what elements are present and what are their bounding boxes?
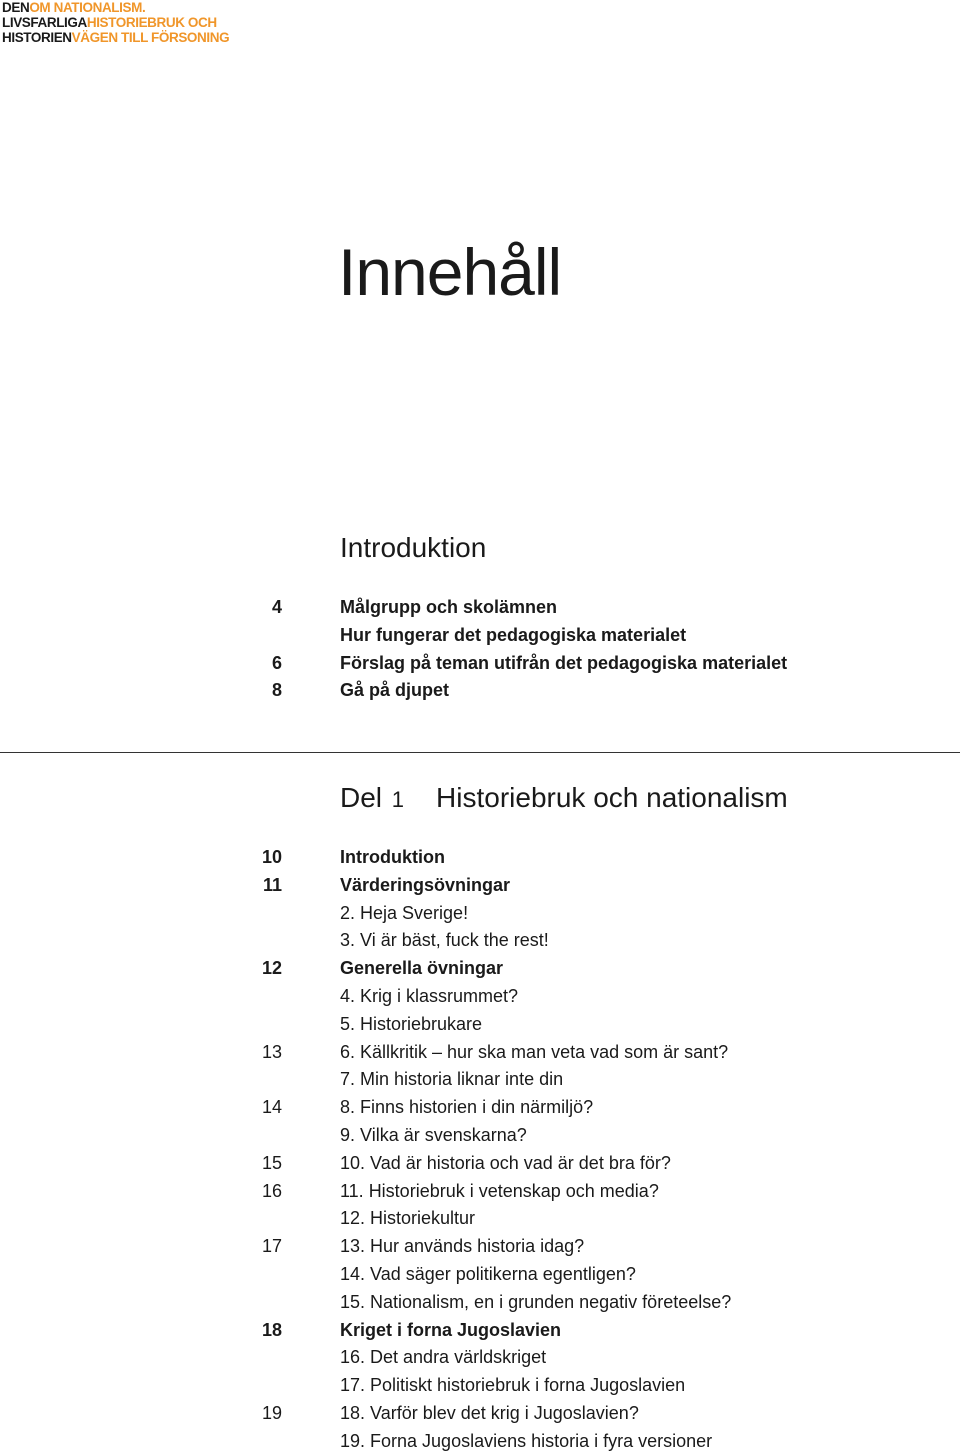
brand-line-2: LIVSFARLIGAHISTORIEBRUK OCH [2, 15, 217, 30]
toc-entry-title: Förslag på teman utifrån det pedagogiska materialet [340, 652, 788, 673]
part1-toc-list [0, 844, 960, 1456]
toc-entry-title: 2. Heja Sverige! [340, 902, 469, 923]
toc-entry[interactable] [0, 1094, 960, 1122]
toc-entry-title: 14. Vad säger politikerna egentligen? [340, 1263, 636, 1284]
toc-entry[interactable] [0, 1344, 960, 1372]
brand-line-1: DENOM NATIONALISM. [2, 0, 146, 15]
toc-page-number: 4 [271, 597, 282, 617]
toc-page-number: 13 [261, 1041, 282, 1062]
toc-page-number: 10 [261, 847, 282, 867]
toc-entry-title: Målgrupp och skolämnen [340, 597, 558, 617]
toc-entry-title: 12. Historiekultur [340, 1208, 476, 1229]
toc-entry[interactable] [0, 955, 960, 983]
toc-page-number: 8 [271, 680, 282, 701]
toc-entry[interactable] [0, 872, 960, 900]
section-divider [0, 752, 960, 753]
toc-entry[interactable] [0, 650, 960, 678]
toc-entry-title: 3. Vi är bäst, fuck the rest! [340, 930, 549, 951]
part-title: Historiebruk och nationalism [436, 782, 788, 813]
toc-entry-title: 7. Min historia liknar inte din [340, 1069, 564, 1090]
toc-entry[interactable] [0, 1039, 960, 1067]
toc-entry-title: 15. Nationalism, en i grunden negativ företeelse? [340, 1291, 732, 1312]
toc-entry-title: Generella övningar [340, 958, 504, 979]
toc-entry[interactable] [0, 1150, 960, 1178]
page-title: Innehåll [338, 235, 562, 309]
toc-entry[interactable] [0, 1372, 960, 1400]
toc-entry-title: 8. Finns historien i din närmiljö? [340, 1097, 594, 1118]
part-heading [340, 781, 788, 817]
toc-entry[interactable] [0, 594, 960, 622]
toc-entry[interactable] [0, 900, 960, 928]
toc-page-number: 12 [261, 958, 282, 979]
brand-line-3: HISTORIENVÄGEN TILL FÖRSONING [2, 30, 230, 45]
toc-entry[interactable] [0, 1261, 960, 1289]
toc-entry-title: 16. Det andra världskriget [340, 1347, 547, 1368]
toc-entry-title: Värderingsövningar [340, 874, 511, 895]
toc-entry[interactable] [0, 1233, 960, 1261]
toc-entry-title: 6. Källkritik – hur ska man veta vad som är sant? [340, 1041, 729, 1062]
toc-page-number: 6 [271, 652, 282, 673]
toc-page-number: 18 [261, 1319, 282, 1340]
toc-entry-title: 5. Historiebrukare [340, 1013, 483, 1034]
brand-logo [2, 0, 229, 45]
toc-entry[interactable] [0, 1122, 960, 1150]
toc-entry[interactable] [0, 677, 960, 705]
toc-entry-title: Introduktion [340, 847, 445, 867]
toc-page-number: 14 [261, 1097, 282, 1118]
toc-entry-title: Kriget i forna Jugoslavien [340, 1319, 562, 1340]
toc-page-number: 16 [261, 1180, 282, 1201]
toc-page-number: 11 [262, 874, 282, 895]
toc-entry-title: 9. Vilka är svenskarna? [340, 1124, 527, 1145]
toc-entry[interactable] [0, 1205, 960, 1233]
toc-entry-title: 11. Historiebruk i vetenskap och media? [340, 1180, 659, 1201]
toc-entry[interactable] [0, 1011, 960, 1039]
toc-entry[interactable] [0, 1400, 960, 1428]
toc-entry-title: 18. Varför blev det krig i Jugoslavien? [340, 1402, 639, 1423]
toc-entry[interactable] [0, 927, 960, 955]
toc-entry-title: 13. Hur används historia idag? [340, 1236, 585, 1257]
part-label: Del 1 [340, 782, 405, 813]
toc-entry[interactable] [0, 1428, 960, 1456]
toc-entry[interactable] [0, 1289, 960, 1317]
toc-entry-title: 19. Forna Jugoslaviens historia i fyra versioner [340, 1430, 713, 1451]
toc-page-number: 15 [261, 1152, 282, 1173]
toc-entry[interactable] [0, 622, 960, 650]
toc-entry[interactable] [0, 983, 960, 1011]
toc-entry-title: Hur fungerar det pedagogiska materialet [340, 624, 687, 645]
intro-heading: Introduktion [340, 532, 487, 563]
toc-entry-title: 4. Krig i klassrummet? [340, 985, 519, 1006]
toc-entry-title: 10. Vad är historia och vad är det bra för? [340, 1152, 671, 1173]
toc-page-number: 19 [261, 1402, 282, 1423]
toc-page-number: 17 [261, 1236, 282, 1257]
toc-entry[interactable] [0, 1317, 960, 1345]
toc-entry[interactable] [0, 1178, 960, 1206]
toc-entry-title: 17. Politiskt historiebruk i forna Jugoslavien [340, 1375, 686, 1396]
toc-entry[interactable] [0, 1066, 960, 1094]
intro-toc-list [0, 594, 960, 705]
toc-entry-title: Gå på djupet [340, 680, 450, 701]
toc-entry[interactable] [0, 844, 960, 872]
